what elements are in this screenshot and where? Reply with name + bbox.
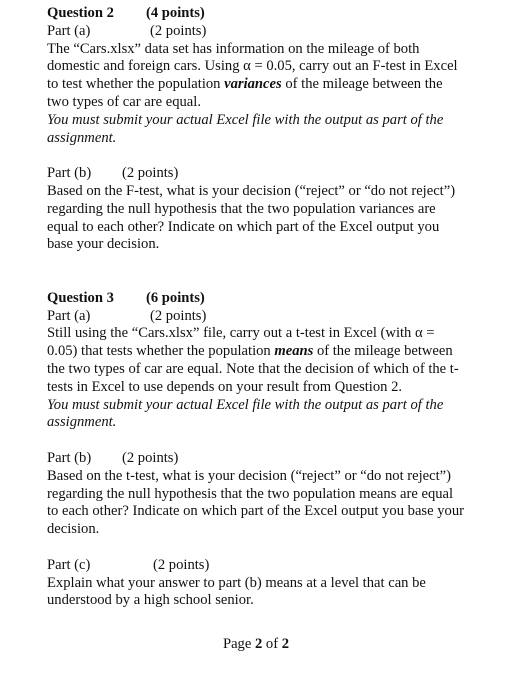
question-2-part-a-points: (2 points): [150, 22, 207, 39]
question-3-title: Question 3: [47, 289, 114, 306]
page-number-footer: [0, 636, 512, 654]
question-3-part-a-points: (2 points): [150, 307, 207, 324]
question-2-part-a-label: Part (a): [47, 22, 91, 39]
spacer: [47, 147, 467, 165]
question-3-part-c-points: (2 points): [153, 556, 210, 573]
question-2-part-a-text-2: of the mileage between the two types of car are equal.: [47, 76, 443, 110]
question-2-part-a-heading: [47, 23, 467, 41]
question-2-title: Question 2: [47, 5, 114, 21]
question-3-part-a-text-2: of the mileage between the two types of car are equal. Note that the decision of which of the t-tests in Excel to use depends on your result from Question 2.: [47, 343, 459, 395]
page-number-total: 2: [281, 636, 290, 652]
spacer: [47, 432, 467, 450]
page-number-current: 2: [254, 636, 263, 652]
question-3-part-a-label: Part (a): [47, 307, 91, 324]
question-2-part-a-text-1: The “Cars.xlsx” data set has information on the mileage of both domestic and foreign cars. Using α = 0.05, carry out an F-test in Excel to test whether the population: [47, 40, 458, 93]
question-3-part-b-heading: [47, 450, 467, 468]
question-2-points: (4 points): [146, 5, 205, 21]
page-number-prefix: Page: [222, 636, 255, 652]
question-3-part-a-text: [47, 325, 467, 396]
question-3-part-b-points: (2 points): [122, 449, 179, 466]
question-2-part-b-text: Based on the F-test, what is your decision (“reject” or “do not reject”) regarding the null hypothesis that the two population variances are equal to each other? Indicate on which part of the Excel output you base your decision.: [47, 182, 456, 253]
question-2-part-b-heading: [47, 165, 467, 183]
page-number-middle: of: [262, 636, 282, 652]
question-2-heading: [47, 5, 467, 23]
question-3-part-c-label: Part (c): [47, 556, 91, 573]
question-2-part-b-label: Part (b): [47, 165, 92, 182]
spacer: [47, 539, 467, 557]
question-2-part-a-emphasis: variances: [224, 76, 282, 93]
question-3-part-a-note: You must submit your actual Excel file with the output as part of the assignment.: [47, 396, 444, 431]
document-content: [47, 5, 467, 610]
question-3-part-a-text-1: Still using the “Cars.xlsx” file, carry out a t-test in Excel (with α = 0.05) that tests whether the population: [47, 325, 435, 360]
question-3-part-b-text: Based on the t-test, what is your decision (“reject” or “do not reject”) regarding the null hypothesis that the two population means are equal to each other? Indicate on which part of the Excel output you base your decision.: [47, 467, 464, 538]
spacer: [47, 254, 467, 290]
question-3-part-b-label: Part (b): [47, 449, 92, 466]
question-3-points: (6 points): [146, 289, 205, 306]
question-2-part-a-note: You must submit your actual Excel file with the output as part of the assignment.: [47, 111, 444, 146]
question-3-part-c-text: Explain what your answer to part (b) means at a level that can be understood by a high school senior.: [47, 574, 426, 609]
question-3-part-a-emphasis: means: [274, 343, 314, 360]
question-3-part-c-heading: [47, 557, 467, 575]
question-2-part-a-text: [47, 41, 467, 112]
question-3-heading: [47, 290, 467, 308]
question-3-part-a-heading: [47, 308, 467, 326]
question-2-part-b-points: (2 points): [122, 165, 179, 182]
